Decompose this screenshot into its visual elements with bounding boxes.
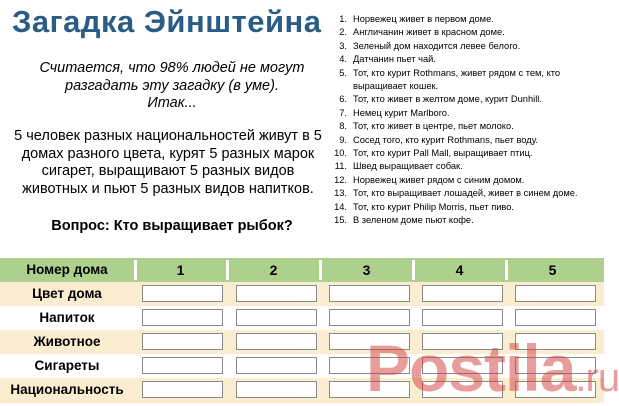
clue-list [330,13,600,228]
postila-watermark [366,330,619,406]
clue-text: Швед выращивает собак. [353,161,463,172]
watermark-suffix: .ru [575,356,619,400]
clue-item [330,26,600,39]
clue-text: Немец курит Marlboro. [353,107,450,118]
row-label-drink: Напиток [39,310,95,325]
answer-box-house-color-4[interactable] [422,285,503,302]
clue-item [330,214,600,227]
clue-item [330,187,600,200]
clue-item [330,120,600,133]
grid-row-house-color [0,282,604,306]
row-label-nationality: Национальность [10,382,124,397]
page-title: Загадка Эйнштейна [12,4,322,39]
house-number-2: 2 [269,262,278,278]
clue-text: Датчанин пьет чай. [353,54,436,65]
clue-number: 10. [334,148,347,159]
clue-item [330,201,600,214]
clue-text: Сосед того, кто курит Rothmans, пьет воду. [353,134,538,145]
clue-item [330,134,600,147]
clue-number: 11. [334,161,347,172]
answer-box-cigarettes-2[interactable] [236,357,317,374]
clue-number: 4. [339,54,347,65]
clue-number: 1. [339,14,347,24]
clue-text: Тот, кто курит Rothmans, живет рядом с тем, кто выращивает кошек. [353,67,561,92]
answer-box-house-color-5[interactable] [515,285,596,302]
clue-number: 13. [334,188,347,199]
intro-text [38,60,306,113]
clue-number: 7. [339,107,347,118]
answer-box-drink-2[interactable] [236,309,317,326]
answer-box-nationality-1[interactable] [142,381,223,398]
answer-box-drink-5[interactable] [515,309,596,326]
clue-text: Англичанин живет в красном доме. [353,27,505,38]
answer-box-drink-3[interactable] [329,309,410,326]
grid-header-row [0,258,604,282]
clue-number: 12. [334,174,347,185]
clue-number: 8. [339,121,347,132]
answer-box-house-color-1[interactable] [142,285,223,302]
clue-text: Норвежец живет в первом доме. [353,14,494,24]
story-text: 5 человек разных национальностей живут в 5 домах разного цвета, курят 5 разных марок сигарет, выращивают 5 разных видов животных и пьют 5 разных видов напитков. [14,128,322,197]
clue-item [330,160,600,173]
house-number-label: Номер дома [26,262,108,277]
clue-text: В зеленом доме пьют кофе. [353,215,474,226]
house-number-5: 5 [548,262,557,278]
house-number-3: 3 [362,262,371,278]
clue-text: Норвежец живет рядом с синим домом. [353,174,525,185]
answer-box-cigarettes-1[interactable] [142,357,223,374]
clue-item [330,147,600,160]
answer-box-drink-1[interactable] [142,309,223,326]
answer-box-house-color-3[interactable] [329,285,410,302]
clue-item [330,53,600,66]
clue-item [330,93,600,106]
row-label-house-color: Цвет дома [32,286,102,301]
clue-number: 5. [339,67,347,78]
clue-text: Зеленый дом находится левее белого. [353,40,521,51]
intro-line: разгадать эту загадку (в уме). [65,77,279,94]
house-number-4: 4 [455,262,464,278]
question-text: Вопрос: Кто выращивает рыбок? [51,218,293,234]
clue-text: Тот, кто выращивает лошадей, живет в синем доме. [353,188,578,199]
clue-item [330,174,600,187]
answer-box-nationality-2[interactable] [236,381,317,398]
answer-box-house-color-2[interactable] [236,285,317,302]
house-number-1: 1 [176,262,185,278]
watermark-brand: Postila [366,331,576,405]
clue-number: 9. [339,134,347,145]
intro-line: Считается, что 98% людей не могут [39,60,305,76]
clue-text: Тот, кто курит Philip Morris, пьет пиво. [353,201,515,212]
clue-number: 3. [339,40,347,51]
clue-item [330,67,600,94]
answer-box-animal-2[interactable] [236,333,317,350]
intro-line: Итак... [147,95,197,111]
grid-row-drink [0,306,604,330]
clue-item [330,40,600,53]
clue-item [330,107,600,120]
clue-text: Тот, кто живет в центре, пьет молоко. [353,121,514,132]
clue-text: Тот, кто живет в желтом доме, курит Dunhill. [353,94,542,105]
row-label-cigarettes: Сигареты [34,358,100,373]
clue-item [330,13,600,26]
row-label-animal: Животное [33,334,101,349]
clue-number: 14. [334,201,347,212]
clue-number: 6. [339,94,347,105]
answer-box-drink-4[interactable] [422,309,503,326]
clue-text: Тот, кто курит Pall Mall, выращивает птиц. [353,148,533,159]
clue-number: 15. [334,215,347,226]
answer-box-animal-1[interactable] [142,333,223,350]
clue-number: 2. [339,27,347,38]
